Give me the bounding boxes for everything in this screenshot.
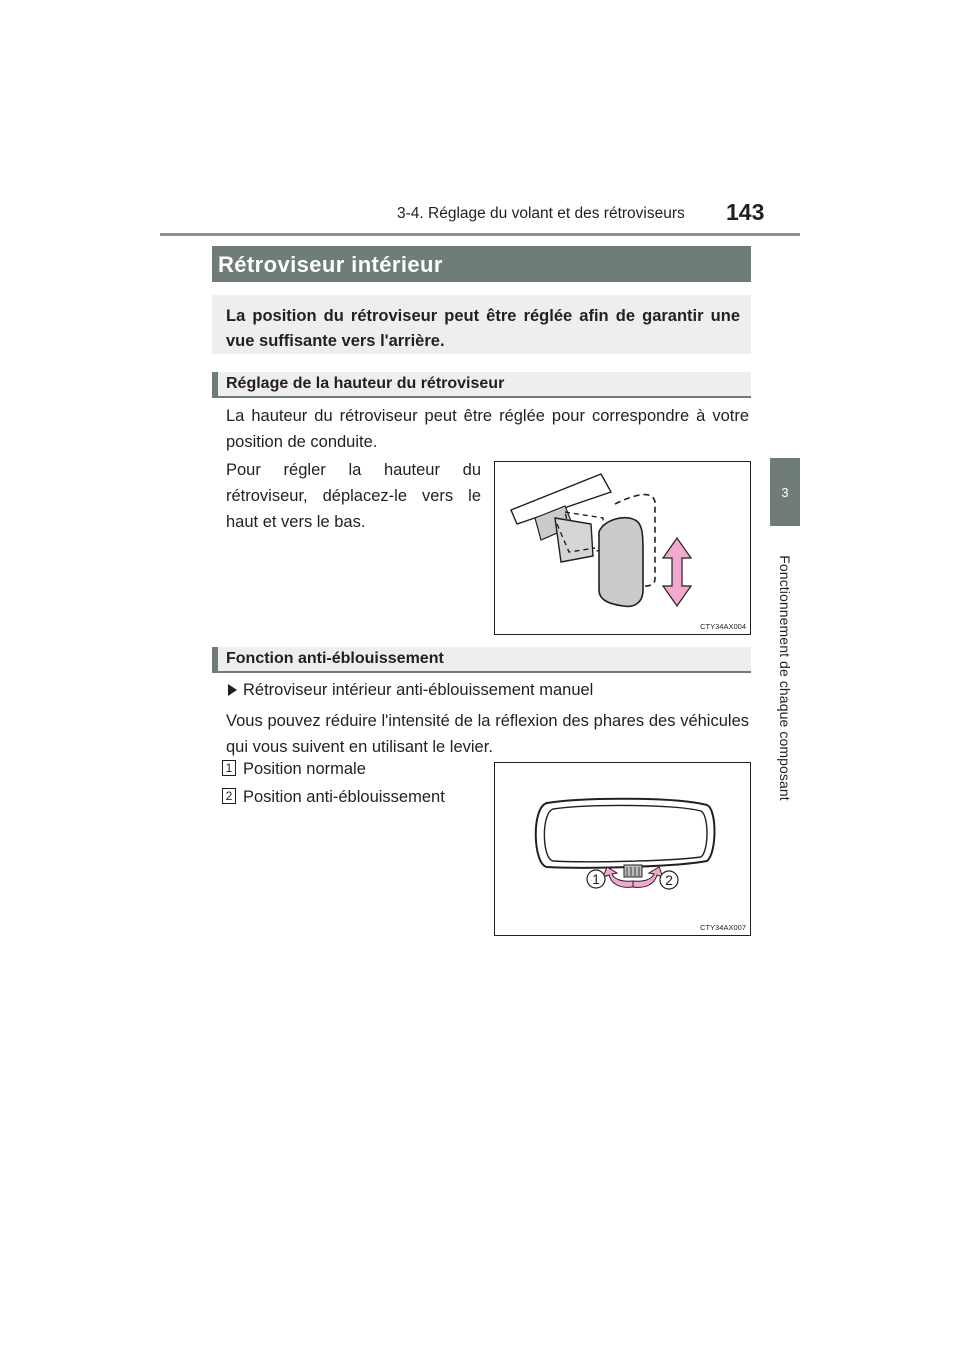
antiglare-bullet: Rétroviseur intérieur anti-éblouissement manuel (243, 681, 594, 699)
height-paragraph: La hauteur du rétroviseur peut être réglée pour correspondre à votre position de conduite. (226, 407, 749, 451)
section-heading-text: Fonction anti-éblouissement (226, 650, 444, 667)
item-number-2: 2 (222, 788, 236, 804)
intro-box (212, 295, 751, 354)
heading-marker (212, 647, 218, 671)
section-heading-text: Réglage de la hauteur du rétroviseur (226, 375, 505, 392)
up-down-arrow-icon (663, 538, 691, 606)
item-number-1: 1 (222, 760, 236, 776)
chapter-tab (770, 458, 800, 526)
page-number: 143 (726, 199, 765, 225)
antiglare-paragraph: Vous pouvez réduire l'intensité de la réflexion des phares des véhicules qui vous suivent en utilisant le levier. (226, 712, 749, 756)
figure-antiglare-lever (494, 762, 751, 936)
mirror-height-illustration (495, 462, 750, 634)
callout-1: 1 (592, 871, 600, 887)
page-title: Rétroviseur intérieur (212, 246, 751, 282)
chapter-number: 3 (781, 484, 789, 500)
heading-marker (212, 372, 218, 396)
section-heading-height (212, 372, 751, 398)
bullet-triangle-icon (228, 684, 237, 696)
antiglare-mirror-illustration (495, 763, 750, 935)
figure-mirror-height (494, 461, 751, 635)
item-label-normal: Position normale (243, 760, 366, 778)
callout-2: 2 (665, 872, 673, 888)
chapter-title-vertical (771, 545, 799, 810)
running-header-section: 3-4. Réglage du volant et des rétroviseurs (397, 205, 685, 222)
figure-code: CTY34AX004 (700, 622, 746, 631)
figure-code: CTY34AX007 (700, 923, 746, 932)
item-label-antiglare: Position anti-éblouissement (243, 788, 445, 806)
intro-text: La position du rétroviseur peut être réglée afin de garantir une vue suffisante vers l'arrière. (226, 307, 740, 350)
chapter-title: Fonctionnement de chaque composant (777, 554, 793, 801)
height-instruction: Pour régler la hauteur du rétroviseur, déplacez-le vers le haut et vers le bas. (226, 461, 481, 531)
header-rule (160, 233, 800, 236)
section-heading-antiglare (212, 647, 751, 673)
